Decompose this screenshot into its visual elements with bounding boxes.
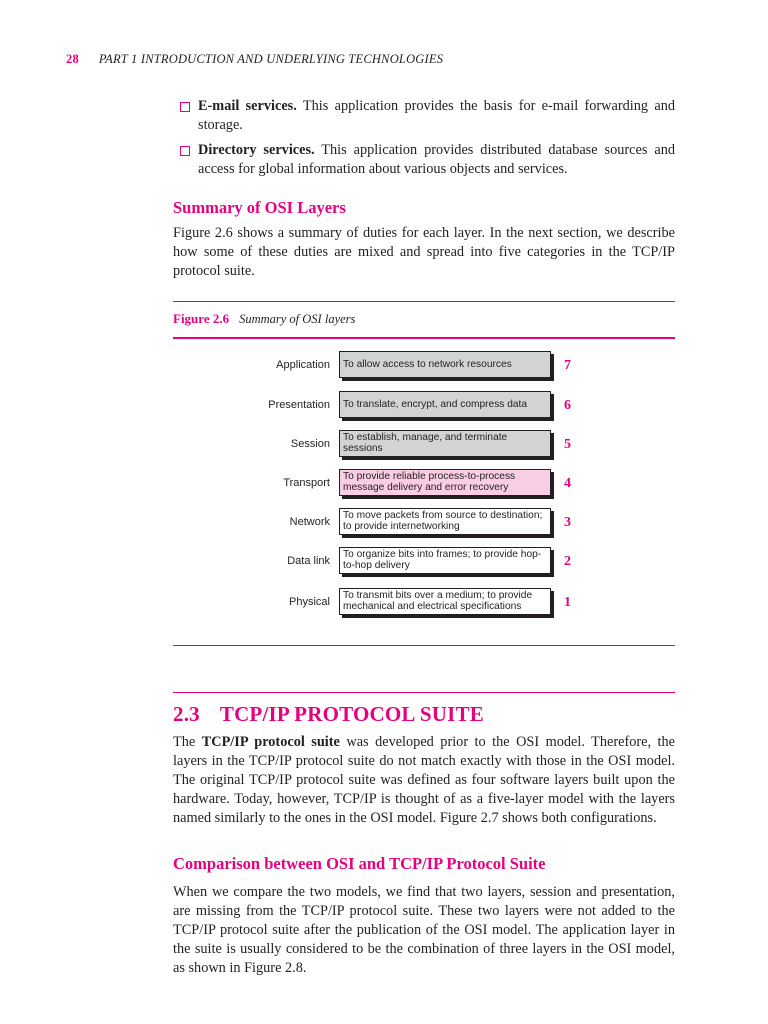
section-number: 2.3 — [173, 702, 200, 726]
layer-duty: To allow access to network resources — [343, 358, 512, 370]
layer-name: Transport — [283, 476, 330, 489]
layer-name: Data link — [287, 554, 330, 567]
layer-number: 2 — [564, 553, 571, 569]
para-text: The — [173, 734, 202, 750]
layer-number: 1 — [564, 594, 571, 610]
comparison-heading: Comparison between OSI and TCP/IP Protocol Suite — [173, 854, 546, 873]
layer-duty: To translate, encrypt, and compress data — [343, 398, 528, 410]
layer-row-session — [173, 430, 675, 462]
layer-duty-box — [339, 508, 551, 535]
figure-top-rule — [173, 301, 675, 302]
page-content — [173, 97, 675, 978]
figure-caption — [173, 311, 675, 327]
layer-number: 4 — [564, 475, 571, 491]
figure-caption-rule — [173, 337, 675, 339]
comparison-paragraph: When we compare the two models, we find that two layers, session and presentation, are missing from the TCP/IP protocol suite. These two layers were not added to the TCP/IP protocol suite after the publication of the OSI model. The application layer in the suite is usually considered to be the combination of three layers in the OSI model, as shown in Figure 2.8. — [173, 884, 675, 976]
layer-duty: To organize bits into frames; to provide hop-to-hop delivery — [343, 549, 542, 571]
layer-duty-box — [339, 351, 551, 378]
layer-row-data-link — [173, 547, 675, 579]
bullet-term: E-mail services. — [198, 98, 297, 114]
layer-duty-box — [339, 469, 551, 496]
figure-label: Figure 2.6 — [173, 311, 230, 326]
bullet-email — [173, 97, 675, 135]
checkbox-bullet-icon — [180, 102, 190, 112]
page-number: 28 — [66, 52, 79, 66]
layer-duty-box — [339, 391, 551, 418]
layer-name: Presentation — [268, 398, 330, 411]
layer-name: Session — [290, 437, 330, 450]
layer-duty: To provide reliable process-to-process message delivery and error recovery — [343, 471, 516, 493]
figure-bottom-rule — [173, 645, 675, 647]
layer-duty-box — [339, 547, 551, 574]
layer-number: 6 — [564, 397, 571, 413]
layer-number: 3 — [564, 514, 571, 530]
summary-heading: Summary of OSI Layers — [173, 198, 346, 217]
section-title: TCP/IP PROTOCOL SUITE — [219, 702, 484, 726]
section-top-rule — [173, 692, 675, 693]
checkbox-bullet-icon — [180, 146, 190, 156]
layer-name: Physical — [289, 595, 330, 608]
running-title: PART 1 INTRODUCTION AND UNDERLYING TECHNOLOGIES — [98, 52, 444, 66]
layer-row-application — [173, 351, 675, 383]
layer-name: Application — [276, 358, 330, 371]
layer-row-physical — [173, 588, 675, 620]
bullet-text: This application provides distributed database sources and access for global information about various objects and services. — [198, 142, 675, 177]
layer-row-transport — [173, 469, 675, 501]
summary-paragraph: Figure 2.6 shows a summary of duties for each layer. In the next section, we describe how some of these duties are mixed and spread into five categories in the TCP/IP protocol suite. — [173, 225, 675, 279]
layer-duty-box — [339, 588, 551, 615]
bullet-text: This application provides the basis for e-mail forwarding and storage. — [198, 98, 675, 133]
bullet-directory — [173, 141, 675, 179]
layer-number: 5 — [564, 436, 571, 452]
running-header — [66, 52, 443, 67]
layer-duty: To establish, manage, and terminate sessions — [343, 432, 508, 454]
layer-row-presentation — [173, 391, 675, 423]
section-paragraph — [173, 733, 675, 828]
section-heading — [173, 702, 675, 727]
bullet-term: Directory services. — [198, 142, 315, 158]
layer-name: Network — [289, 515, 330, 528]
figure-caption-text: Summary of OSI layers — [239, 312, 356, 326]
layer-row-network — [173, 508, 675, 540]
para-bold-term: TCP/IP protocol suite — [201, 734, 340, 750]
layer-duty: To transmit bits over a medium; to provide mechanical and electrical specifications — [343, 590, 533, 612]
para-text: was developed prior to the OSI model. Therefore, the layers in the TCP/IP protocol suite do not match exactly with those in the OSI model. The original TCP/IP protocol suite was defined as four software layers built upon the hardware. Today, however, TCP/IP is thought of as a five-layer model with the layers named similarly to the ones in the OSI model. Figure 2.7 shows both configurations. — [173, 734, 675, 826]
layer-duty-box — [339, 430, 551, 457]
layer-number: 7 — [564, 357, 571, 373]
osi-layers-diagram — [173, 351, 675, 631]
layer-duty: To move packets from source to destination; to provide internetworking — [343, 510, 543, 532]
